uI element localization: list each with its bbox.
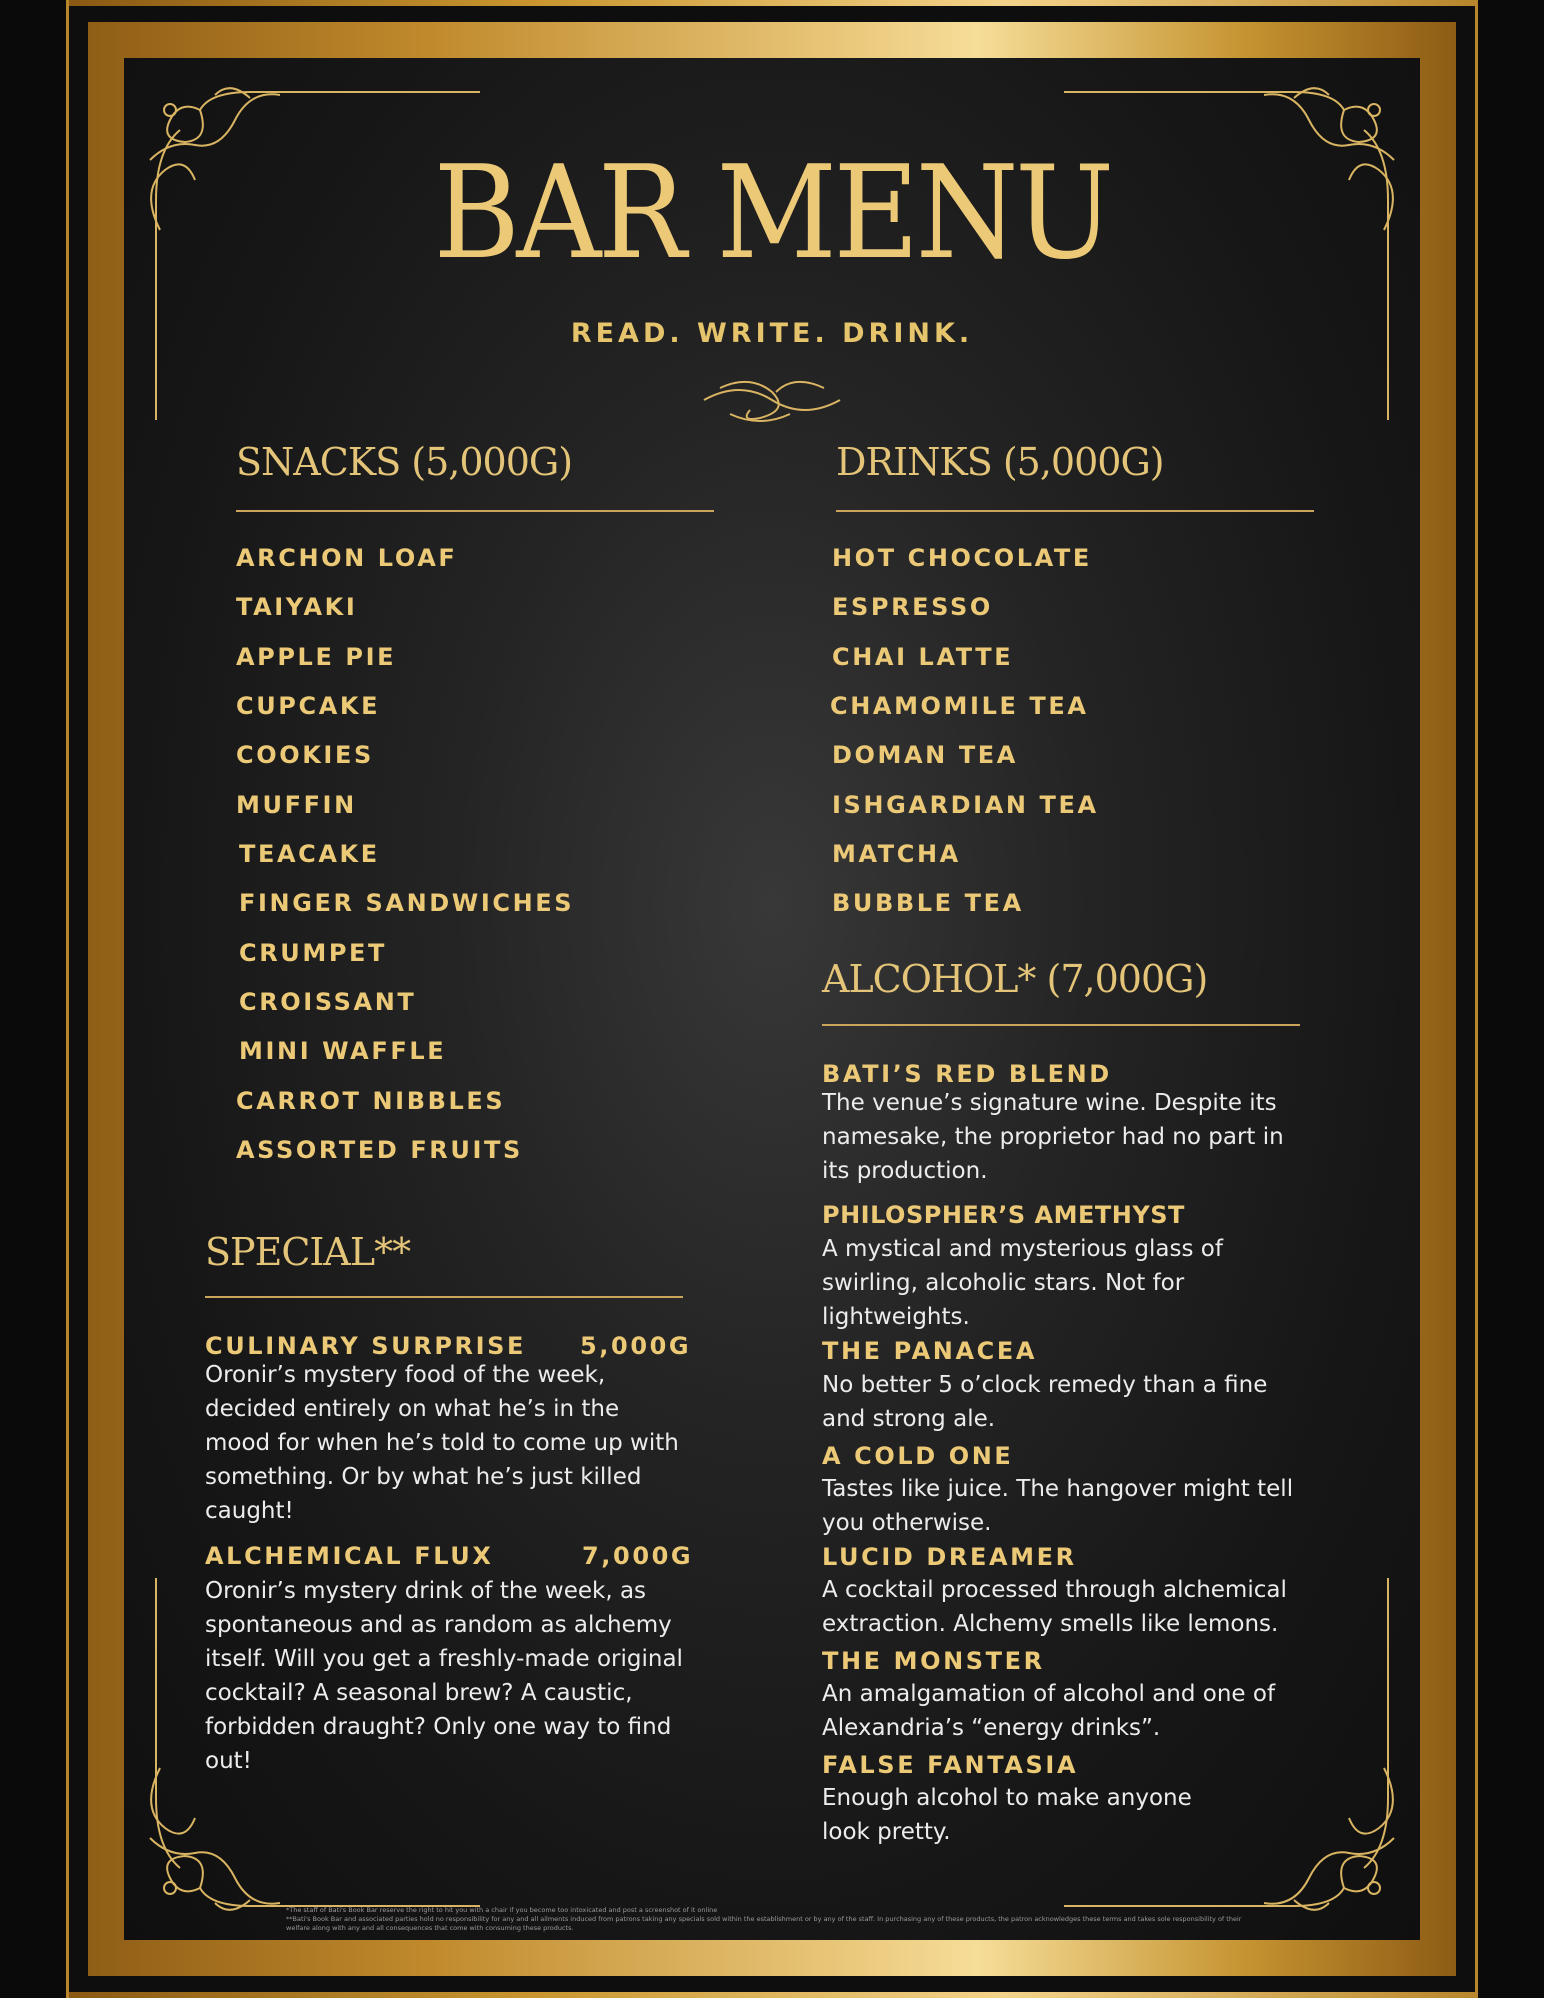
drink-item: ISHGARDIAN TEA	[832, 791, 1099, 819]
alcohol-item-name: FALSE FANTASIA	[822, 1751, 1079, 1779]
special-item-name: ALCHEMICAL FLUX	[205, 1542, 494, 1570]
drinks-section-title: DRINKS (5,000G)	[836, 440, 1164, 484]
alcohol-item-desc: An amalgamation of alcohol and one of Alexandria’s “energy drinks”.	[822, 1681, 1276, 1741]
flourish-divider-icon	[700, 370, 844, 430]
snack-item: MINI WAFFLE	[239, 1037, 447, 1065]
special-section-title: SPECIAL**	[205, 1230, 411, 1274]
alcohol-item-desc: Tastes like juice. The hangover might tell you otherwise.	[822, 1476, 1294, 1536]
drink-item: MATCHA	[832, 840, 961, 868]
alcohol-item-name: BATI’S RED BLEND	[822, 1060, 1112, 1088]
snack-item: CARROT NIBBLES	[236, 1087, 506, 1115]
drink-item: BUBBLE TEA	[832, 889, 1024, 917]
drink-item: HOT CHOCOLATE	[832, 544, 1092, 572]
special-divider	[205, 1296, 683, 1298]
alcohol-item-name: A COLD ONE	[822, 1442, 1014, 1470]
alcohol-item-name: LUCID DREAMER	[822, 1543, 1077, 1571]
tagline: READ. WRITE. DRINK.	[570, 318, 974, 349]
alcohol-item-desc: A mystical and mysterious glass of swirling, alcoholic stars. Not for lightweights.	[822, 1236, 1223, 1330]
footnote-special: **Bati's Book Bar and associated parties hold no responsibility for any and all ailments induced from patrons taking any specials sold within the establishment or by any of the staff. In purchasing any of these products, the patron acknowledges these terms and takes sole responsibility of their welfare along with any and all consequences that come with consuming these products.	[286, 1915, 1242, 1932]
snack-item: COOKIES	[236, 741, 374, 769]
snacks-section-title: SNACKS (5,000G)	[236, 440, 573, 484]
alcohol-divider	[822, 1024, 1300, 1026]
snack-item: ASSORTED FRUITS	[236, 1136, 523, 1164]
footnotes	[286, 1906, 1246, 1933]
alcohol-item-desc: The venue’s signature wine. Despite its namesake, the proprietor had no part in its production.	[822, 1090, 1284, 1184]
alcohol-item-desc: A cocktail processed through alchemical extraction. Alchemy smells like lemons.	[822, 1577, 1287, 1637]
drink-item: CHAI LATTE	[832, 643, 1014, 671]
alcohol-item-desc: Enough alcohol to make anyone look pretty.	[822, 1785, 1192, 1845]
alcohol-item-desc: No better 5 o’clock remedy than a fine and strong ale.	[822, 1372, 1268, 1432]
snack-item: TAIYAKI	[236, 593, 358, 621]
drink-item: ESPRESSO	[832, 593, 993, 621]
drinks-divider	[836, 510, 1314, 512]
snack-item: TEACAKE	[239, 840, 380, 868]
alcohol-item-name: PHILOSPHER’S AMETHYST	[822, 1201, 1185, 1229]
snack-item: FINGER SANDWICHES	[239, 889, 575, 917]
snack-item: ARCHON LOAF	[236, 544, 458, 572]
special-item-name: CULINARY SURPRISE	[205, 1332, 527, 1360]
special-item-desc: Oronir’s mystery drink of the week, as spontaneous and as random as alchemy itself. Will you get a freshly-made original cocktail? A seasonal brew? A caustic, forbidden draught? Only one way to find out!	[205, 1578, 683, 1774]
drink-item: CHAMOMILE TEA	[830, 692, 1089, 720]
snack-item: CUPCAKE	[236, 692, 381, 720]
alcohol-section-title: ALCOHOL* (7,000G)	[822, 957, 1208, 1001]
footnote-alcohol: *The staff of Bati's Book Bar reserve the right to hit you with a chair if you become too intoxicated and post a screenshot of it online	[286, 1906, 718, 1914]
alcohol-item-name: THE MONSTER	[822, 1647, 1045, 1675]
special-item-price: 5,000G	[580, 1332, 692, 1360]
drink-item: DOMAN TEA	[832, 741, 1018, 769]
snack-item: APPLE PIE	[236, 643, 397, 671]
snacks-divider	[236, 510, 714, 512]
snack-item: MUFFIN	[236, 791, 357, 819]
snack-item: CROISSANT	[239, 988, 417, 1016]
special-item-price: 7,000G	[582, 1542, 694, 1570]
special-item-desc: Oronir’s mystery food of the week, decided entirely on what he’s in the mood for when he’s told to come up with something. Or by what he’s just killed caught!	[205, 1362, 679, 1524]
snack-item: CRUMPET	[239, 939, 388, 967]
page-title: BAR MENU	[433, 139, 1111, 288]
alcohol-item-name: THE PANACEA	[822, 1337, 1038, 1365]
